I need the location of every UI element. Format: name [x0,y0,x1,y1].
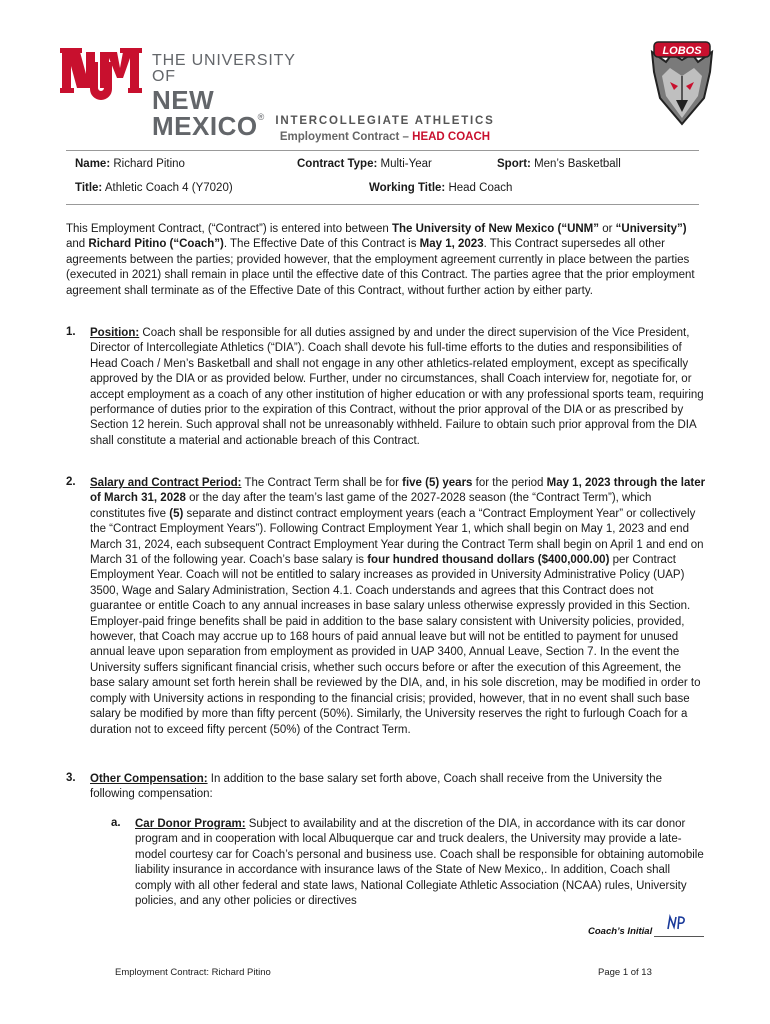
section-1-heading: Position: [90,327,140,339]
section-2-heading: Salary and Contract Period: [90,477,242,489]
section-3a-heading: Car Donor Program: [135,818,246,830]
role-highlight: HEAD COACH [412,131,491,143]
lobos-wordmark: LOBOS [662,45,702,57]
university-line2: NEW MEXICO® [152,85,265,141]
intro-paragraph: This Employment Contract, (“Contract”) is entered into between The University of New Mexico (“UNM” or “University”) and Richard Pitino (“Coach”). The Effective Date of this Contract is May 1, 2023. This Contract supersedes all other agreements between the parties; provided however, that the employment agreement currently in place between the parties (executed in 2021) shall remain in place until the effective date of this Contract. The parties agree that the prior employment agreement shall terminate as of the Effective Date of this Contract, without further action by either party. [66,223,695,297]
section-1-position: Position: Coach shall be responsible for all duties assigned by and under the direct supervision of the Vice President, Director of Intercollegiate Athletics (“DIA”). Coach shall devote his full-time efforts to the duties and responsibilities of Head Coach / Men’s Basketball and shall not engage in any other athletics-related employment, except as specifically approved by the DIA or as provided below. Further, under no circumstances, shall Coach interview for, negotiate for, or accept employment as a coach of any other institution of higher education or with any professional sports team, requiring performance of duties prior to the expiration of this Contract, without the prior approval of the DIA or as prescribed by Section 12 herein. Such approval shall not be unreasonably withheld. Failure to obtain such prior approval from the DIA shall constitute a material and actionable breach of this Contract. [90,327,704,447]
contract-type-field: Contract Type: Multi-Year [297,158,432,170]
section-2-salary: Salary and Contract Period: The Contract Term shall be for five (5) years for the period May 1, 2023 through the later of March 31, 2028 or the day after the team’s last game of the 2027-2028 season (the “Contract Term”), which constitutes five (5) separate and distinct contract employment years (each a “Contract Employment Year” or collectively the “Contract Employment Years”). Following Contract Employment Year 1, which shall begin on May 1, 2023 and end March 31, 2024, each subsequent Contract Employment Year during the Contract Term shall begin on April 1 and end on March 31 of the following year. Coach’s base salary is four hundred thousand dollars ($400,000.00) per Contract Employment Year. Coach will not be entitled to salary increases as provided in University Administrative Policy (UAP) 3500, Wage and Salary Administration, Section 4.1. Coach understands and agrees that this Contract does not guarantee or entitle Coach to any annual increases in base salary unless otherwise expressly provided in this Section. Employer-paid fringe benefits shall be paid in addition to the base salary consistent with University policies, provided, however, that Coach may accrue up to 168 hours of paid annual leave but will not be entitled to payment for unused annual leave upon separation from employment as provided in UAP 3400, Annual Leave, Section 7. In the event the University suffers significant financial crisis, whether such occurs before or after the execution of this Agreement, the base salary amount set forth herein shall be reviewed by the DIA, and, in his sole discretion, may be modified in order to comply with University actions in responding to the financial crisis; provided, however, that in no event shall such base salary be modified by more than fifty percent (50%). Similarly, the University reserves the right to furlough Coach for a duration not to exceed fifty percent (50%) of the Contract Term. [90,477,706,736]
header-rule-bottom [66,204,699,205]
coach-initial-label: Coach’s Initial [588,926,653,937]
section-3a-car-donor: Car Donor Program: Subject to availability and at the discretion of the DIA, in accordance with its car donor program and in cooperation with local Albuquerque car and truck dealers, the University may provide a late-model courtesy car for Coach’s personal and business use. Coach shall be responsible for obtaining automobile liability insurance in accordance with insurance laws of the State of New Mexico,. In addition, Coach shall comply with all other federal and state laws, National Collegiate Athletic Association (NCAA) rules, University policies, and any other policies or directives [135,818,704,908]
section-3-other-compensation: Other Compensation: In addition to the base salary set forth above, Coach shall receive from the University the following compensation: [90,773,663,801]
handwritten-initials-signature [665,913,689,933]
header-rule-top [66,150,699,151]
document-title: INTERCOLLEGIATE ATHLETICS [275,115,495,127]
title-field: Title: Athletic Coach 4 (Y7020) [75,182,233,194]
initial-line [654,936,704,937]
section-1-number: 1. [66,326,76,338]
footer-document-name: Employment Contract: Richard Pitino [115,967,271,978]
unm-logo [60,44,322,141]
document-subtitle: Employment Contract – HEAD COACH [279,131,491,143]
name-field: Name: Richard Pitino [75,158,185,170]
footer-page-number: Page 1 of 13 [598,967,652,978]
section-3a-letter: a. [111,817,121,829]
section-3-number: 3. [66,772,76,784]
university-line1: THE UNIVERSITY OF [152,52,296,85]
sport-field: Sport: Men’s Basketball [497,158,621,170]
section-2-number: 2. [66,476,76,488]
section-3-heading: Other Compensation: [90,773,208,785]
unm-monogram-icon [60,44,142,106]
working-title-field: Working Title: Head Coach [369,182,513,194]
